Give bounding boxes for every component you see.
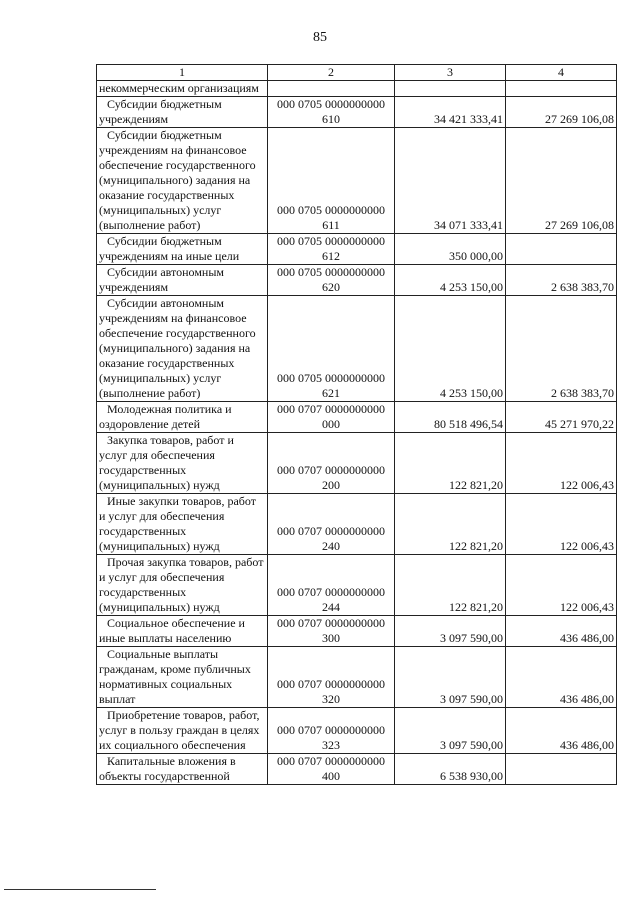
row-code: 000 0707 0000000000 320 [277,677,385,706]
row-name-cell [97,128,268,234]
row-name-cell [97,616,268,647]
row-name: некоммерческим организациям [99,81,259,95]
row-code: 000 0705 0000000000 621 [277,371,385,400]
header-col-1: 1 [97,65,268,81]
row-sum-fact: 122 006,43 [506,494,617,555]
table-row [97,433,617,494]
table-row [97,494,617,555]
row-name-cell [97,647,268,708]
header-col-2: 2 [268,65,395,81]
table-row [97,296,617,402]
row-sum-plan: 3 097 590,00 [395,647,506,708]
row-sum-plan: 4 253 150,00 [395,265,506,296]
row-code: 000 0707 0000000000 200 [277,463,385,492]
table-row [97,708,617,754]
row-name-cell [97,402,268,433]
header-col-4: 4 [506,65,617,81]
row-code-cell [268,555,395,616]
row-sum-fact: 27 269 106,08 [506,128,617,234]
row-code-cell [268,234,395,265]
table-row [97,647,617,708]
row-sum-fact: 436 486,00 [506,647,617,708]
row-code: 000 0705 0000000000 611 [277,203,385,232]
row-name-cell [97,81,268,97]
row-name: Закупка товаров, работ и услуг для обеспечения государственных (муниципальных) нужд [99,433,234,492]
header-col-3: 3 [395,65,506,81]
row-sum-plan: 34 421 333,41 [395,97,506,128]
row-sum-fact [506,754,617,785]
row-code-cell [268,128,395,234]
row-name: Капитальные вложения в объекты государственной [99,754,236,783]
row-code-cell [268,708,395,754]
row-name-cell [97,494,268,555]
row-sum-plan: 34 071 333,41 [395,128,506,234]
row-code-cell [268,402,395,433]
row-code-cell [268,97,395,128]
row-name: Субсидии бюджетным учреждениям [99,97,222,126]
footnote-rule [4,889,156,890]
page-number: 85 [313,30,327,45]
row-sum-plan: 80 518 496,54 [395,402,506,433]
row-sum-plan: 122 821,20 [395,555,506,616]
row-code-cell [268,754,395,785]
row-name: Субсидии автономным учреждениям на финансовое обеспечение государственного (муниципального) задания на оказание государственных (муниципальных) услуг (выполнение работ) [99,296,256,400]
row-name: Социальное обеспечение и иные выплаты населению [99,616,245,645]
table-row [97,616,617,647]
row-sum-fact: 2 638 383,70 [506,296,617,402]
row-sum-fact: 45 271 970,22 [506,402,617,433]
row-sum-fact: 122 006,43 [506,433,617,494]
row-name: Приобретение товаров, работ, услуг в пользу граждан в целях их социального обеспечения [99,708,260,752]
row-name-cell [97,555,268,616]
row-name: Субсидии бюджетным учреждениям на финансовое обеспечение государственного (муниципального) задания на оказание государственных (муниципальных) услуг (выполнение работ) [99,128,256,232]
table-row [97,128,617,234]
table-row [97,555,617,616]
row-name-cell [97,234,268,265]
table-row [97,97,617,128]
table-row [97,81,617,97]
row-code: 000 0707 0000000000 000 [277,402,385,431]
row-code-cell [268,265,395,296]
row-name-cell [97,265,268,296]
row-code-cell [268,433,395,494]
row-sum-fact [506,234,617,265]
row-sum-plan: 3 097 590,00 [395,708,506,754]
row-sum-plan: 122 821,20 [395,433,506,494]
row-sum-fact: 27 269 106,08 [506,97,617,128]
row-code: 000 0707 0000000000 240 [277,524,385,553]
row-sum-fact: 436 486,00 [506,616,617,647]
row-sum-fact: 2 638 383,70 [506,265,617,296]
row-code-cell [268,647,395,708]
row-name: Субсидии автономным учреждениям [99,265,224,294]
budget-table [96,64,617,785]
row-name: Прочая закупка товаров, работ и услуг для обеспечения государственных (муниципальных) нужд [99,555,264,614]
table-row [97,402,617,433]
row-code-cell [268,494,395,555]
row-code-cell [268,616,395,647]
row-sum-fact: 122 006,43 [506,555,617,616]
row-name: Молодежная политика и оздоровление детей [99,402,232,431]
row-name: Иные закупки товаров, работ и услуг для обеспечения государственных (муниципальных) нужд [99,494,256,553]
row-name-cell [97,754,268,785]
row-code: 000 0707 0000000000 244 [277,585,385,614]
row-sum-fact [506,81,617,97]
row-code: 000 0707 0000000000 300 [277,616,385,645]
row-sum-plan: 6 538 930,00 [395,754,506,785]
row-code: 000 0707 0000000000 400 [277,754,385,783]
row-code: 000 0705 0000000000 610 [277,97,385,126]
table-header-row [97,65,617,81]
row-name-cell [97,97,268,128]
table-row [97,265,617,296]
table-row [97,754,617,785]
row-code: 000 0705 0000000000 620 [277,265,385,294]
row-sum-plan: 350 000,00 [395,234,506,265]
row-name-cell [97,708,268,754]
row-sum-plan: 3 097 590,00 [395,616,506,647]
row-code: 000 0705 0000000000 612 [277,234,385,263]
table-row [97,234,617,265]
row-code-cell [268,296,395,402]
row-sum-plan [395,81,506,97]
row-sum-plan: 122 821,20 [395,494,506,555]
row-code-cell [268,81,395,97]
row-name-cell [97,433,268,494]
row-sum-plan: 4 253 150,00 [395,296,506,402]
row-name-cell [97,296,268,402]
row-sum-fact: 436 486,00 [506,708,617,754]
row-code: 000 0707 0000000000 323 [277,723,385,752]
row-name: Социальные выплаты гражданам, кроме публичных нормативных социальных выплат [99,647,251,706]
row-name: Субсидии бюджетным учреждениям на иные цели [99,234,240,263]
